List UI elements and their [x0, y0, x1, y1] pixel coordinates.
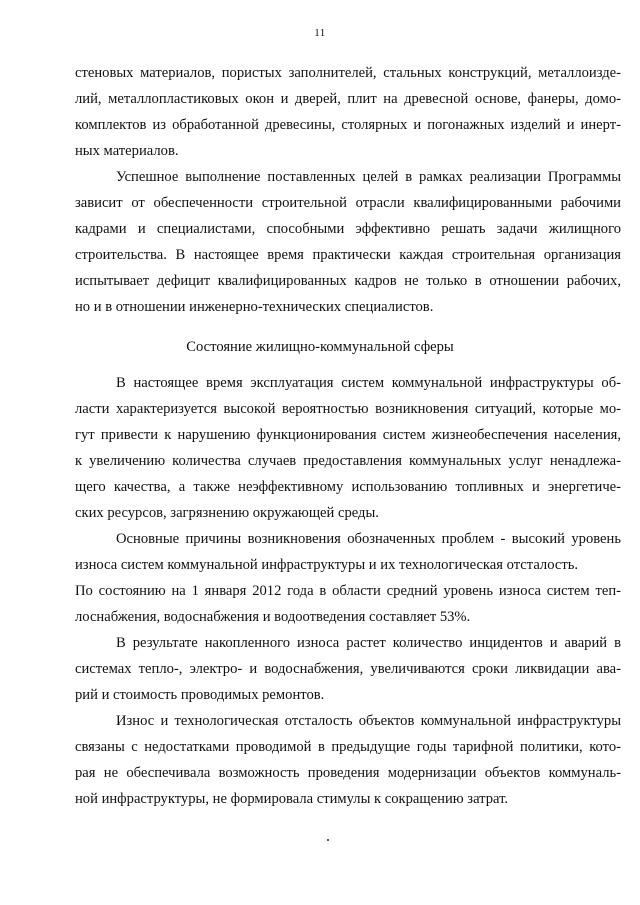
text-line: В настоящее время эксплуатация систем коммунальной инфраструктуры об- — [116, 375, 621, 391]
text-line: комплектов из обработанной древесины, столярных и погонажных изделий и инерт- — [75, 117, 621, 133]
text-line: щего качества, а также неэффективному использованию топливных и энергетиче- — [75, 479, 621, 495]
text-line: кадрами и специалистами, способными эффективно решать задачи жилищного — [75, 221, 621, 237]
text-line: системах тепло-, электро- и водоснабжения, увеличиваются сроки ликвидации ава- — [75, 661, 621, 677]
text-line: к увеличению количества случаев предоставления коммунальных услуг ненадлежа- — [75, 453, 621, 469]
text-line: ной инфраструктуры, не формировала стимулы к сокращению затрат. — [75, 791, 509, 807]
text-line: гут привести к нарушению функционирования систем жизнеобеспечения населения, — [75, 427, 621, 443]
text-line: ских ресурсов, загрязнению окружающей среды. — [75, 505, 379, 521]
text-line: лоснабжения, водоснабжения и водоотведения составляет 53%. — [75, 609, 471, 625]
text-line: Успешное выполнение поставленных целей в рамках реализации Программы — [116, 169, 621, 185]
text-line: рий и стоимость проводимых ремонтов. — [75, 687, 325, 703]
text-line: зависит от обеспеченности строительной отрасли квалифицированными рабочими — [75, 195, 621, 211]
text-line: рая не обеспечивала возможность проведения модернизации объектов коммуналь- — [75, 765, 621, 781]
text-line: но и в отношении инженерно-технических специалистов. — [75, 299, 434, 315]
text-line: испытывает дефицит квалифицированных кадров не только в отношении рабочих, — [75, 273, 621, 289]
text-line: По состоянию на 1 января 2012 года в области средний уровень износа систем теп- — [75, 583, 621, 599]
text-line: стеновых материалов, пористых заполнителей, стальных конструкций, металлоизде- — [75, 65, 621, 81]
text-line: строительства. В настоящее время практически каждая строительная организация — [75, 247, 621, 263]
text-line: Износ и технологическая отсталость объектов коммунальной инфраструктуры — [116, 713, 621, 729]
text-line: Основные причины возникновения обозначенных проблем - высокий уровень — [116, 531, 621, 547]
text-line: В результате накопленного износа растет количество инцидентов и аварий в — [116, 635, 621, 651]
text-line: связаны с недостатками проводимой в предыдущие годы тарифной политики, кото- — [75, 739, 621, 755]
text-line: износа систем коммунальной инфраструктуры и их технологическая отсталость. — [75, 557, 579, 573]
text-line: ных материалов. — [75, 143, 179, 159]
text-line: ласти характеризуется высокой вероятностью возникновения ситуаций, которые мо- — [75, 401, 621, 417]
scan-speck — [327, 839, 329, 841]
text-line: лий, металлопластиковых окон и дверей, плит на древесной основе, фанеры, домо- — [75, 91, 621, 107]
page-number: 11 — [314, 27, 326, 39]
section-heading: Состояние жилищно-коммунальной сферы — [186, 339, 454, 355]
